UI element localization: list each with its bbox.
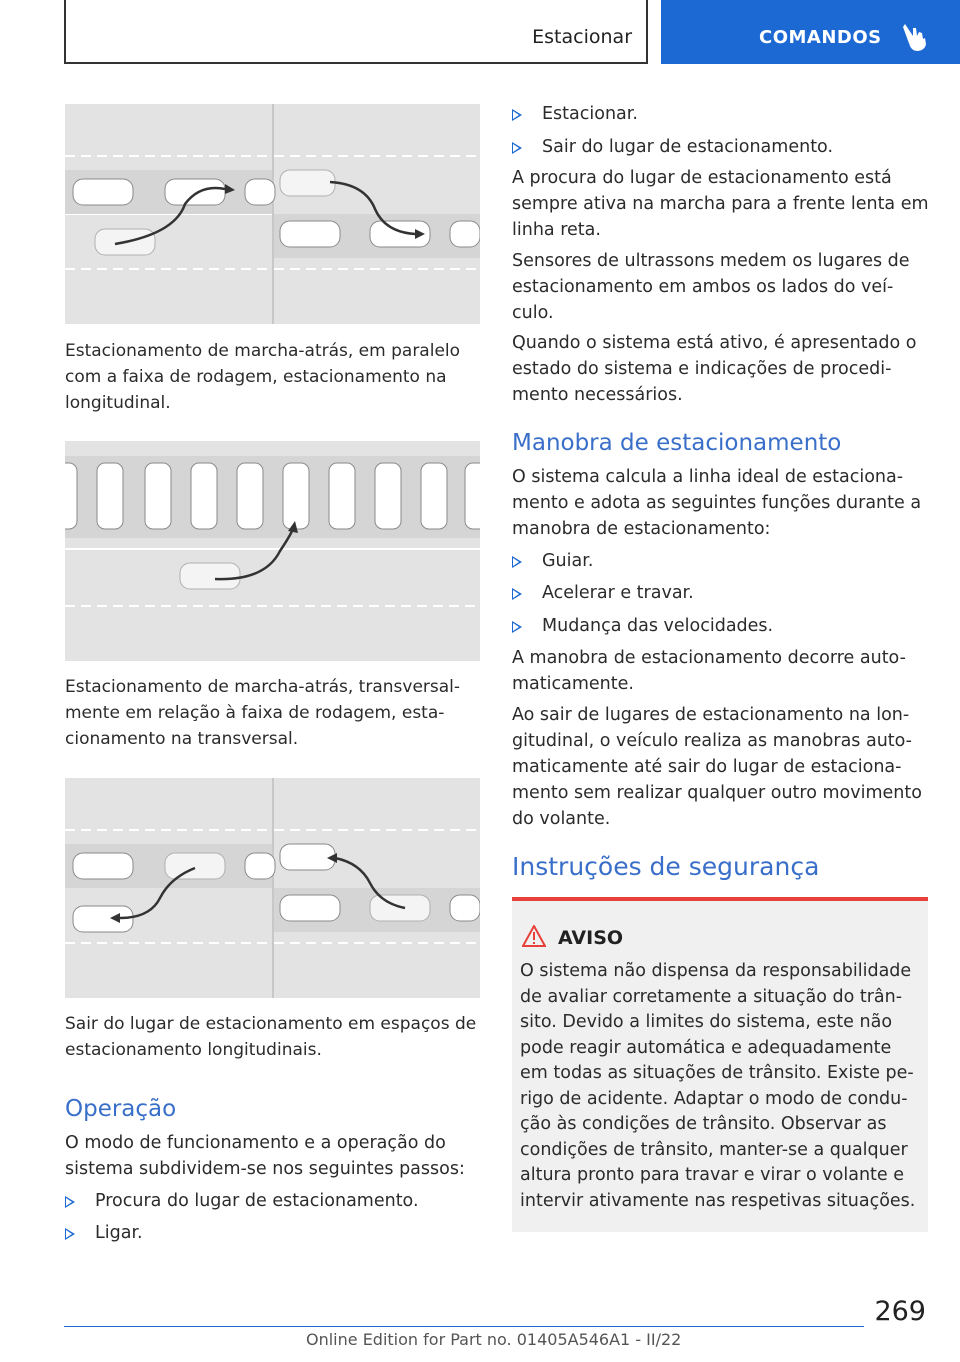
operacao-paragraph: A procura do lugar de estacionamento está sempre ativa na marcha para a frente lenta em linha reta. [512,168,929,240]
operacao-intro: O modo de funcionamento e a operação do sistema subdividem-se nos seguintes passos: [65,1133,465,1179]
header-chapter-title: COMANDOS [759,27,882,48]
figure-perpendicular-parking [65,441,480,661]
warning-text: O sistema não dispensa da responsabilidade de avaliar corretamente a situação do trân-sito. Devido a limites do sistema, este não pode reagir automática e adequadamente em todas as situações de trânsito. Existe pe-rigo de acidente. Adaptar o modo de condu-ção às condições de trânsito. Observar as condições de trânsito, manter-se a qualquer altura pronto para travar e virar o volante e intervir ativamente nas respetivas situações. [520,961,916,1211]
footer-edition: Online Edition for Part no. 01405A546A1 - II/22 [306,1330,682,1349]
triangle-bullet-icon [65,1228,75,1240]
figure-caption: Sair do lugar de estacionamento em espaços de estacionamento longitudinais. [65,1014,477,1060]
triangle-bullet-icon [65,1196,75,1208]
list-item: Mudança das velocidades. [512,613,932,639]
triangle-bullet-icon [512,142,522,154]
triangle-bullet-icon [512,556,522,568]
triangle-bullet-icon [512,588,522,600]
figure-parallel-parking [65,104,480,324]
list-item: Sair do lugar de estacionamento. [512,134,932,160]
pointing-hand-icon [901,22,927,52]
triangle-bullet-icon [512,109,522,121]
operacao-paragraph: Sensores de ultrassons medem os lugares de estacionamento em ambos os lados do veí-culo. [512,251,910,323]
list-item: Procura do lugar de estacionamento. [65,1188,485,1214]
manobra-paragraph: A manobra de estacionamento decorre auto-maticamente. [512,648,906,694]
warning-triangle-icon [522,925,546,947]
section-heading-operacao: Operação [65,1096,177,1122]
header-chapter-tab[interactable] [661,0,960,64]
manobra-intro: O sistema calcula a linha ideal de estaciona-mento e adota as seguintes funções durante a manobra de estacionamento: [512,467,922,539]
section-heading-manobra: Manobra de estacionamento [512,430,842,456]
list-item: Estacionar. [512,101,932,127]
page-number: 269 [874,1296,926,1327]
warning-title: AVISO [558,927,624,949]
section-heading-seguranca: Instruções de segurança [512,852,820,881]
list-item: Ligar. [65,1220,485,1246]
operacao-paragraph: Quando o sistema está ativo, é apresentado o estado do sistema e indicações de procedi-mento necessários. [512,333,917,405]
list-item: Acelerar e travar. [512,580,932,606]
header-section-box [64,0,648,64]
manobra-paragraph: Ao sair de lugares de estacionamento na lon-gitudinal, o veículo realiza as manobras auto-maticamente até sair do lugar de estaciona-mento sem realizar qualquer outro movimento do volante. [512,705,922,829]
figure-exit-parking [65,778,480,998]
header-section-title: Estacionar [532,26,632,48]
figure-caption: Estacionamento de marcha-atrás, transversal-mente em relação à faixa de rodagem, esta-cionamento na transversal. [65,677,461,749]
warning-box [512,897,928,1232]
figure-caption: Estacionamento de marcha-atrás, em paralelo com a faixa de rodagem, estacionamento na longitudinal. [65,341,461,413]
triangle-bullet-icon [512,621,522,633]
footer-divider [64,1326,864,1327]
list-item: Guiar. [512,548,932,574]
